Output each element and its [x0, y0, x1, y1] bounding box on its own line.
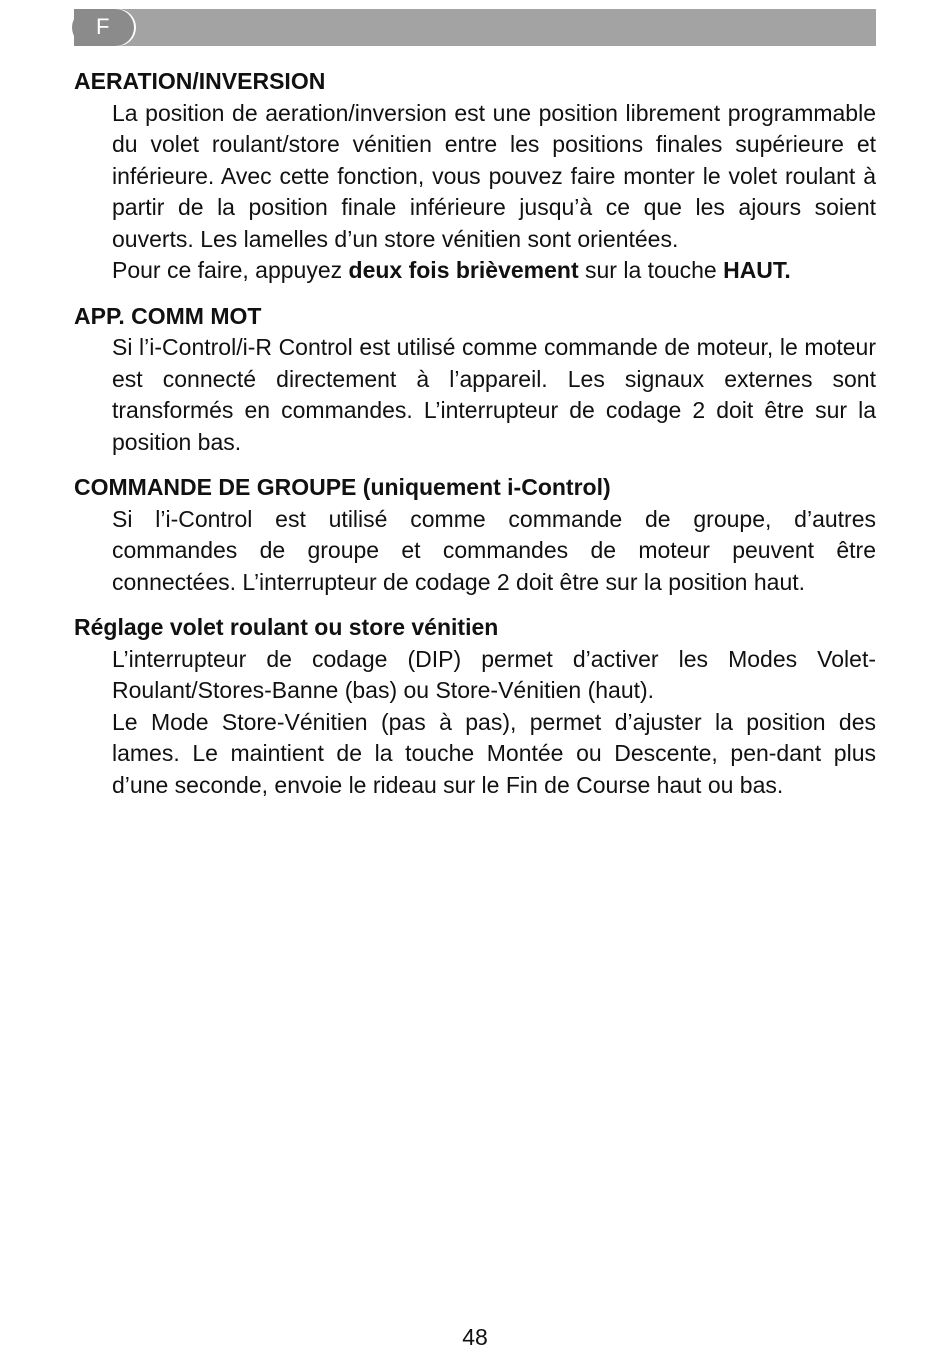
header-bar	[74, 9, 876, 46]
section-app-comm-mot	[74, 301, 876, 459]
section-paragraph: Si l’i-Control est utilisé comme commande de groupe, d’autres commandes de groupe et commandes de moteur peuvent être connectées. L’interrupteur de codage 2 doit être sur la position haut.	[112, 505, 876, 595]
section-title: Réglage volet roulant ou store vénitien	[74, 614, 499, 640]
page-number: 48	[462, 1324, 488, 1350]
section-paragraph: L’interrupteur de codage (DIP) permet d’activer les Modes Volet-Roulant/Stores-Banne (bas) ou Store-Vénitien (haut).	[112, 645, 876, 703]
section-commande-de-groupe	[74, 472, 876, 598]
section-paragraph: Si l’i-Control/i-R Control est utilisé comme commande de moteur, le moteur est connecté directement à l’appareil. Les signaux externes sont transformés en commandes. L’interrupteur de codage 2 doit être sur la position bas.	[112, 334, 876, 455]
instruction-key-name: HAUT.	[723, 257, 791, 283]
language-label: F	[96, 14, 110, 39]
section-title: APP. COMM MOT	[74, 302, 262, 329]
section-reglage-volet	[74, 612, 876, 801]
instruction-emphasis: deux fois brièvement	[348, 257, 579, 283]
section-title: COMMANDE DE GROUPE (uniquement i-Control)	[74, 474, 611, 500]
section-paragraph: La position de aeration/inversion est une position librement programmable du volet roulant/store vénitien entre les positions finales supérieure et inférieure. Avec cette fonction, vous pouvez faire monter le volet roulant à partir de la position finale inférieure jusqu’à ce que les ajours soient ouverts. Les lamelles d’un store vénitien sont orientées.	[112, 99, 876, 252]
instruction-text-middle: sur la touche	[578, 257, 724, 283]
section-paragraph: Le Mode Store-Vénitien (pas à pas), permet d’ajuster la position des lames. Le maintient de la touche Montée ou Descente, pen-dant plus d’une seconde, envoie le rideau sur le Fin de Course haut ou bas.	[112, 708, 876, 798]
section-paragraph-instruction	[112, 255, 876, 287]
section-title: AERATION/INVERSION	[74, 68, 326, 94]
page-content	[74, 66, 876, 801]
section-aeration-inversion	[74, 66, 876, 287]
instruction-text: Pour ce faire, appuyez	[112, 257, 349, 283]
